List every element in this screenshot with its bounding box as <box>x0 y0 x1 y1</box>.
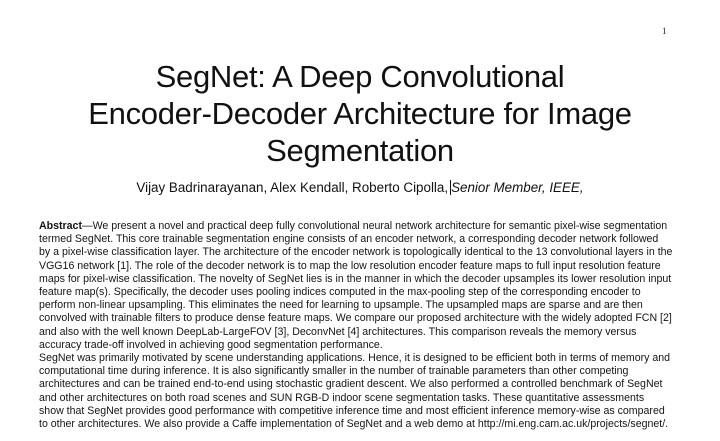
paper-title <box>0 58 720 169</box>
abstract-line: show that SegNet provides good performance with competitive inference time and most efficient inference memory-wise as compared <box>39 404 665 417</box>
author-names: Vijay Badrinarayanan, Alex Kendall, Roberto Cipolla, <box>136 180 449 195</box>
abstract-line: perform non-linear upsampling. This eliminates the need for learning to upsample. The upsampled maps are sparse and are then <box>39 299 643 312</box>
title-line: Encoder-Decoder Architecture for Image <box>88 96 632 131</box>
author-membership: Senior Member, IEEE, <box>451 180 584 195</box>
author-line <box>0 180 720 195</box>
abstract-line: and other architectures on both road scenes and SUN RGB-D indoor scene segmentation tasks. These quantitative assessments <box>39 391 645 404</box>
abstract-line: and also with the well known DeepLab-LargeFOV [3], DeconvNet [4] architectures. This comparison reveals the memory versus <box>39 325 637 338</box>
abstract-line: maps for pixel-wise classification. The novelty of SegNet lies is in the manner in which the decoder upsamples its lower resolution input <box>39 272 672 285</box>
abstract-line: to other architectures. We also provide a Caffe implementation of SegNet and a web demo at http://mi.eng.cam.ac.uk/projects/segnet/. <box>39 418 669 431</box>
abstract-line: convolved with trainable filters to produce dense feature maps. We compare our proposed architecture with the widely adopted FCN [2] <box>39 312 672 325</box>
page-number: 1 <box>662 26 667 36</box>
abstract-line: feature map(s). Specifically, the decoder uses pooling indices computed in the max-pooling step of the corresponding encoder to <box>39 286 641 299</box>
title-line: Segmentation <box>266 133 454 168</box>
abstract-line: termed SegNet. This core trainable segmentation engine consists of an encoder network, a corresponding decoder network followed <box>39 233 659 246</box>
abstract-line: SegNet was primarily motivated by scene understanding applications. Hence, it is designed to be efficient both in terms of memory and <box>39 352 671 365</box>
abstract-line: Abstract—We present a novel and practical deep fully convolutional neural network architecture for semantic pixel-wise segmentation <box>39 220 668 232</box>
abstract-line: accuracy trade-off involved in achieving good segmentation performance. <box>39 338 383 351</box>
abstract-label: Abstract <box>39 220 82 232</box>
abstract-line: by a pixel-wise classification layer. The architecture of the encoder network is topologically identical to the 13 convolutional layers in the <box>39 246 673 259</box>
abstract-line: architectures and can be trained end-to-end using stochastic gradient descent. We also performed a controlled benchmark of SegNet <box>39 378 663 391</box>
abstract <box>39 220 699 431</box>
abstract-line: computational time during inference. It is also significantly smaller in the number of trainable parameters than other competing <box>39 365 629 378</box>
title-line: SegNet: A Deep Convolutional <box>155 59 565 94</box>
abstract-line: VGG16 network [1]. The role of the decoder network is to map the low resolution encoder feature maps to full input resolution feature <box>39 259 661 272</box>
